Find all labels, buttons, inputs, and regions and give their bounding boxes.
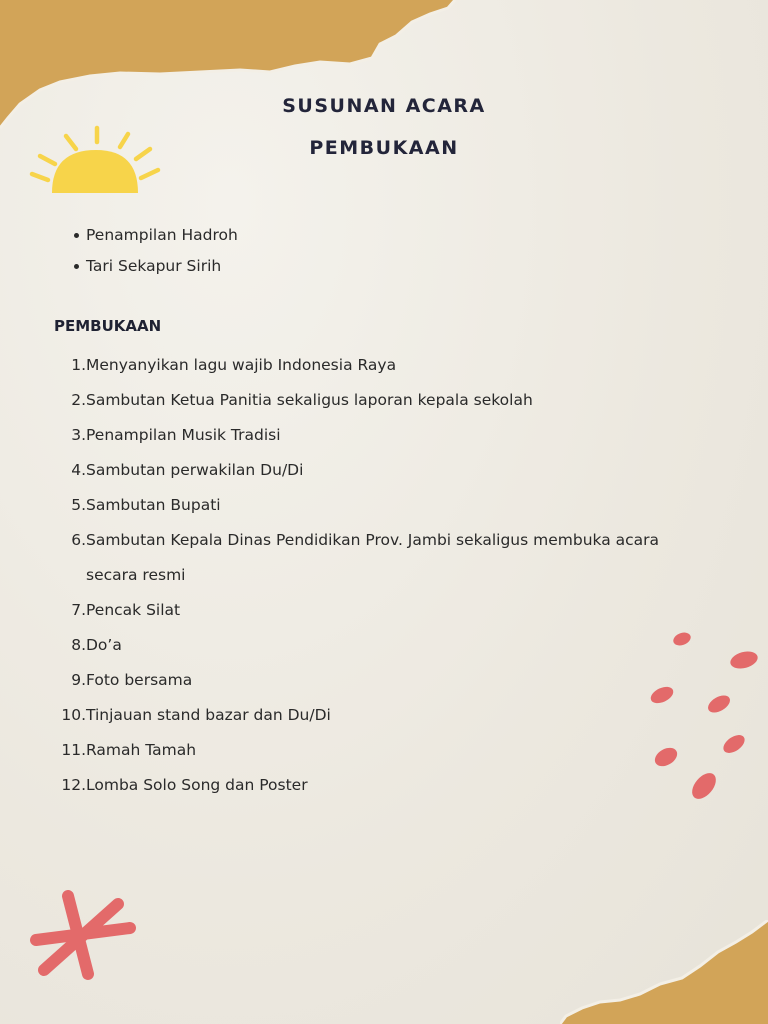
tape-bottom-right [560, 920, 768, 1024]
list-item: 5. Sambutan Bupati [71, 496, 221, 514]
list-item: 6. Sambutan Kepala Dinas Pendidikan Prov. Jambi sekaligus membuka acara secara resmi [71, 531, 660, 584]
sun-icon [28, 122, 164, 198]
asterisk-icon [26, 890, 138, 982]
program-list [56, 348, 696, 803]
intro-bullet-list [56, 222, 238, 284]
list-item: 12. Lomba Solo Song dan Poster [61, 776, 308, 794]
bullet-dot [74, 233, 79, 238]
section-heading: PEMBUKAAN [54, 317, 162, 335]
page-title-line-2: PEMBUKAAN [309, 137, 459, 159]
list-item: 10. Tinjauan stand bazar dan Du/Di [61, 706, 331, 724]
list-item: 9. Foto bersama [71, 671, 193, 689]
list-item: Penampilan Hadroh [56, 222, 238, 253]
dots-decoration [645, 625, 765, 805]
list-item: 8. Do’a [71, 636, 122, 654]
list-item: 1. Menyanyikan lagu wajib Indonesia Raya [71, 356, 397, 374]
list-item: 11. Ramah Tamah [61, 741, 197, 759]
list-item: Tari Sekapur Sirih [56, 253, 238, 284]
list-item: 7. Pencak Silat [71, 601, 181, 619]
bullet-dot [74, 264, 79, 269]
page-title-line-1: SUSUNAN ACARA [282, 95, 486, 117]
list-item: 3. Penampilan Musik Tradisi [71, 426, 281, 444]
list-item: 4. Sambutan perwakilan Du/Di [71, 461, 304, 479]
list-item: 2. Sambutan Ketua Panitia sekaligus laporan kepala sekolah [71, 391, 533, 409]
